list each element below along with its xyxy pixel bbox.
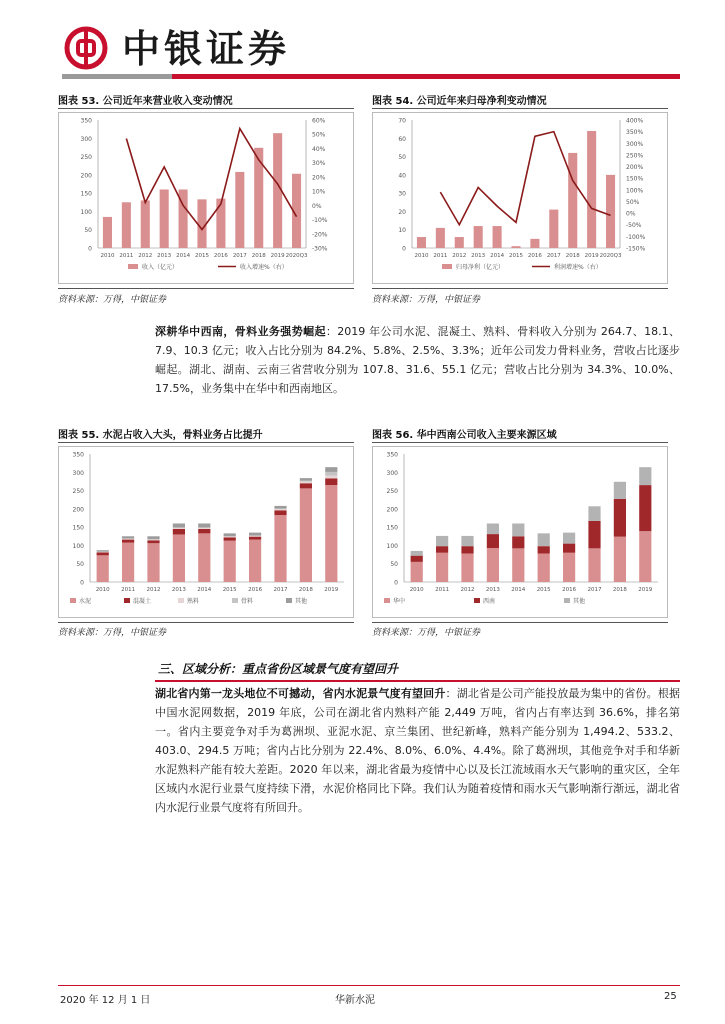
header-rule-red (172, 74, 680, 79)
x-tick-label: 2019 (270, 253, 285, 259)
bar (436, 228, 445, 248)
legend-swatch-bar (442, 264, 452, 269)
stack-segment (147, 536, 159, 539)
legend-label: 收入增速%（右） (240, 264, 288, 271)
stack-segment (538, 546, 550, 553)
x-tick-label: 2018 (298, 587, 313, 593)
stack-segment (224, 537, 236, 540)
y-tick-right: 40% (312, 145, 326, 153)
y-tick-label: 0 (394, 579, 398, 587)
stack-segment (173, 528, 185, 529)
stack-segment (122, 540, 134, 543)
stack-segment (300, 478, 312, 481)
legend-swatch (70, 598, 76, 603)
y-tick-label: 50 (390, 561, 398, 569)
stack-segment (300, 481, 312, 482)
legend-label: 其他 (295, 598, 308, 605)
y-tick-right: 0% (312, 202, 322, 210)
bar (103, 217, 112, 248)
stack-segment (122, 536, 134, 538)
x-tick-label: 2010 (414, 253, 429, 259)
x-tick-label: 2015 (509, 253, 523, 259)
stack-segment (325, 472, 337, 476)
y-tick-right: 0% (626, 210, 636, 218)
stack-segment (97, 555, 109, 582)
figure-54-source: 资料来源：万得，中银证券 (372, 295, 481, 305)
figure-54-bottom-rule (372, 288, 668, 289)
stack-segment (614, 537, 626, 582)
stack-segment (563, 533, 575, 544)
y-tick-right: -10% (312, 217, 328, 225)
bar (493, 226, 502, 248)
y-tick-left: 300 (80, 135, 92, 143)
stack-segment (588, 506, 600, 521)
bar (122, 202, 131, 248)
stack-segment (147, 540, 159, 543)
stack-segment (487, 523, 499, 534)
y-tick-right: 200% (626, 164, 644, 172)
x-tick-label: 2018 (565, 253, 580, 259)
x-tick-label: 2019 (584, 253, 599, 259)
stack-segment (538, 533, 550, 546)
footer-company: 华新水泥 (335, 995, 375, 1006)
bar (549, 210, 558, 248)
y-tick-right: 250% (626, 152, 644, 160)
x-tick-label: 2015 (536, 587, 551, 593)
legend-swatch (124, 598, 130, 603)
y-tick-left: 350 (80, 117, 92, 125)
growth-line (126, 129, 296, 230)
y-tick-right: -100% (626, 233, 646, 241)
y-tick-label: 0 (80, 579, 84, 587)
y-tick-left: 40 (398, 172, 406, 180)
footer-date: 2020 年 12 月 1 日 (60, 995, 151, 1006)
y-tick-left: 250 (80, 154, 92, 162)
y-tick-left: 70 (398, 117, 406, 125)
figure-53-chart (58, 112, 354, 284)
legend-label: 熟料 (187, 598, 200, 605)
x-tick-label: 2018 (251, 253, 266, 259)
figure-56-rule (372, 442, 668, 443)
stack-segment (461, 553, 473, 582)
stack-segment (325, 479, 337, 486)
bar (511, 246, 520, 248)
y-tick-right: 300% (626, 140, 644, 148)
x-tick-label: 2012 (460, 587, 475, 593)
stack-segment (563, 544, 575, 553)
stack-segment (249, 537, 261, 540)
y-tick-label: 100 (386, 542, 398, 550)
figure-55-title: 图表 55. 水泥占收入大头，骨料业务占比提升 (58, 430, 263, 441)
stack-segment (224, 536, 236, 537)
figure-55-rule (58, 442, 354, 443)
stack-segment (411, 562, 423, 582)
stack-segment (224, 533, 236, 536)
stack-segment (224, 541, 236, 582)
stack-segment (436, 546, 448, 553)
legend-label: 西南 (483, 598, 496, 605)
y-tick-right: 30% (312, 160, 326, 168)
x-tick-label: 2010 (95, 587, 110, 593)
y-tick-right: 60% (312, 117, 326, 125)
x-tick-label: 2010 (100, 253, 115, 259)
x-tick-label: 2013 (471, 253, 486, 259)
x-tick-label: 2011 (433, 253, 448, 259)
paragraph-body: ：湖北省是公司产能投放最为集中的省份。根据中国水泥网数据，2019 年底，公司在湖北省内熟料产能 2,449 万吨，省内占有率达到 36.6%，排名第一。省内主要竞争对手为葛洲坝、亚泥水泥、京兰集团、世纪新峰，熟料产能分别为 1,494.2、533.2、403.0、294.5 万吨；省内占比分别为 22.4%、8.0%、6.0%、4.4%。除了葛洲坝，其他竞争对手和华新水泥熟料产能有较大差距。2020 年以来，湖北省最为疫情中心以及长江流域雨水天气影响的重灾区，全年区域内水泥行业景气度持续下滑，水泥价格同比下降。我们认为随着疫情和雨水天气影响渐行渐远，湖北省内水泥行业景气度将有所回升。 (155, 687, 681, 814)
y-tick-right: 10% (312, 188, 326, 196)
stack-segment (325, 476, 337, 479)
y-tick-left: 100 (80, 208, 92, 216)
y-tick-label: 300 (72, 469, 84, 477)
legend-swatch (384, 598, 390, 603)
bar (455, 237, 464, 248)
stack-segment (97, 552, 109, 555)
paragraph-lead: 湖北省内第一龙头地位不可撼动，省内水泥景气度有望回升 (155, 687, 446, 700)
stack-segment (461, 536, 473, 546)
paragraph-east-central-southwest (155, 322, 680, 398)
footer-rule (58, 985, 680, 986)
x-tick-label: 2013 (485, 587, 500, 593)
stack-segment (173, 534, 185, 582)
stack-segment (639, 485, 651, 531)
y-tick-right: -150% (626, 245, 646, 253)
stack-segment (436, 553, 448, 582)
x-tick-label: 2016 (213, 253, 228, 259)
y-tick-label: 350 (72, 451, 84, 459)
stack-segment (411, 556, 423, 562)
y-tick-right: 150% (626, 175, 644, 183)
stack-segment (588, 521, 600, 548)
y-tick-right: 50% (312, 131, 326, 139)
stack-segment (274, 510, 286, 515)
x-tick-label: 2011 (121, 587, 136, 593)
stack-segment (436, 536, 448, 546)
stack-segment (122, 543, 134, 582)
stack-segment (274, 515, 286, 582)
x-tick-label: 2014 (176, 253, 191, 259)
bar (474, 226, 483, 248)
stack-segment (274, 509, 286, 510)
figure-55-chart (58, 446, 354, 618)
brand-name: 中银证券 (122, 27, 291, 71)
stack-segment (198, 533, 210, 582)
x-tick-label: 2014 (197, 587, 212, 593)
stack-segment (173, 523, 185, 527)
bar (417, 237, 426, 248)
x-tick-label: 2017 (273, 587, 288, 593)
y-tick-left: 200 (80, 172, 92, 180)
y-tick-label: 250 (386, 488, 398, 496)
stack-segment (274, 506, 286, 509)
bar (606, 175, 615, 248)
bar (197, 199, 206, 248)
y-tick-left: 0 (88, 245, 92, 253)
legend-swatch (474, 598, 480, 603)
bar (216, 199, 225, 248)
y-tick-right: -50% (626, 222, 642, 230)
legend-label: 利润增速%（右） (554, 264, 602, 271)
y-tick-left: 60 (398, 135, 406, 143)
x-tick-label: 2013 (157, 253, 172, 259)
figure-56-bottom-rule (372, 622, 668, 623)
legend-swatch (564, 598, 570, 603)
y-tick-right: 20% (312, 174, 326, 182)
x-tick-label: 2014 (490, 253, 505, 259)
x-tick-label: 2015 (222, 587, 237, 593)
section-3-rule (155, 680, 680, 682)
y-tick-left: 150 (80, 190, 92, 198)
x-tick-label: 2016 (527, 253, 542, 259)
legend-swatch (232, 598, 238, 603)
stack-segment (512, 523, 524, 536)
stack-segment (512, 548, 524, 582)
stack-segment (97, 552, 109, 553)
bar (141, 200, 150, 248)
figure-53-source: 资料来源：万得，中银证券 (58, 295, 167, 305)
stack-segment (614, 499, 626, 537)
bar (530, 239, 539, 248)
legend-swatch (286, 598, 292, 603)
y-tick-right: 400% (626, 117, 644, 125)
stack-segment (563, 553, 575, 582)
stack-segment (249, 533, 261, 536)
x-tick-label: 2018 (612, 587, 627, 593)
stack-segment (614, 482, 626, 499)
x-tick-label: 2013 (171, 587, 186, 593)
section-3-title: 三、区域分析：重点省份区域景气度有望回升 (158, 662, 399, 676)
stack-segment (325, 467, 337, 472)
page-number: 25 (664, 991, 677, 1002)
x-tick-label: 2020Q3 (599, 253, 622, 259)
y-tick-left: 0 (402, 245, 406, 253)
figure-55-source: 资料来源：万得，中银证券 (58, 628, 167, 638)
stack-segment (300, 483, 312, 488)
x-tick-label: 2017 (546, 253, 561, 259)
x-tick-label: 2019 (324, 587, 339, 593)
stack-segment (325, 485, 337, 582)
figure-53-bottom-rule (58, 288, 354, 289)
y-tick-label: 350 (386, 451, 398, 459)
y-tick-right: -30% (312, 245, 328, 253)
y-tick-label: 150 (72, 524, 84, 532)
x-tick-label: 2012 (452, 253, 467, 259)
legend-label: 混凝土 (133, 598, 152, 605)
y-tick-right: 100% (626, 187, 644, 195)
y-tick-label: 200 (72, 506, 84, 514)
stack-segment (249, 536, 261, 537)
stack-segment (300, 488, 312, 582)
stack-segment (487, 548, 499, 582)
stack-segment (249, 540, 261, 582)
bar (235, 172, 244, 248)
figure-53-rule (58, 108, 354, 109)
legend-swatch-bar (128, 264, 138, 269)
x-tick-label: 2012 (146, 587, 161, 593)
x-tick-label: 2017 (232, 253, 247, 259)
y-tick-label: 100 (72, 542, 84, 550)
y-tick-label: 200 (386, 506, 398, 514)
y-tick-right: 50% (626, 198, 640, 206)
header-rule-grey (62, 74, 172, 79)
x-tick-label: 2017 (587, 587, 602, 593)
x-tick-label: 2019 (638, 587, 653, 593)
paragraph-body: ：2019 年公司水泥、混凝土、熟料、骨料收入分别为 264.7、18.1、7.9、10.3 亿元；收入占比分别为 84.2%、5.8%、2.5%、3.3%；近年公司发力骨料业务，营收占比逐步崛起。湖北、湖南、云南三省营收分别为 107.8、31.6、55.1 亿元；营收占比分别为 34.3%、10.0%、17.5%，业务集中在华中和西南地区。 (155, 325, 681, 395)
figure-54-chart (372, 112, 668, 284)
legend-label: 华中 (393, 598, 406, 605)
stack-segment (512, 536, 524, 548)
stack-segment (639, 531, 651, 582)
legend-label: 归母净利（亿元） (456, 264, 505, 271)
stack-segment (639, 467, 651, 485)
boc-logo-icon (64, 26, 108, 70)
stack-segment (411, 551, 423, 556)
y-tick-left: 50 (84, 227, 92, 235)
y-tick-left: 50 (398, 154, 406, 162)
y-tick-label: 50 (76, 561, 84, 569)
figure-56-chart (372, 446, 668, 618)
x-tick-label: 2014 (511, 587, 526, 593)
stack-segment (198, 523, 210, 527)
stack-segment (198, 528, 210, 529)
y-tick-left: 20 (398, 208, 406, 216)
y-tick-right: -20% (312, 231, 328, 239)
stack-segment (300, 481, 312, 483)
bar (160, 189, 169, 248)
stack-segment (538, 553, 550, 582)
figure-56-source: 资料来源：万得，中银证券 (372, 628, 481, 638)
y-tick-label: 250 (72, 488, 84, 496)
bar (568, 153, 577, 248)
legend-label: 收入（亿元） (142, 264, 179, 271)
stack-segment (122, 538, 134, 539)
growth-line (440, 132, 610, 225)
x-tick-label: 2012 (138, 253, 153, 259)
figure-55-bottom-rule (58, 622, 354, 623)
figure-53-title: 图表 53. 公司近年来营业收入变动情况 (58, 96, 233, 107)
y-tick-left: 10 (398, 227, 406, 235)
legend-swatch (178, 598, 184, 603)
legend-label: 其他 (573, 598, 586, 605)
y-tick-label: 150 (386, 524, 398, 532)
figure-54-rule (372, 108, 668, 109)
x-tick-label: 2011 (435, 587, 450, 593)
x-tick-label: 2015 (195, 253, 209, 259)
paragraph-hubei (155, 684, 680, 817)
stack-segment (97, 550, 109, 551)
figure-54-title: 图表 54. 公司近年来归母净利变动情况 (372, 96, 547, 107)
y-tick-left: 30 (398, 190, 406, 198)
bar (587, 131, 596, 248)
stack-segment (147, 543, 159, 582)
paragraph-lead: 深耕华中西南，骨料业务强势崛起 (155, 325, 326, 338)
legend-label: 水泥 (79, 598, 92, 605)
stack-segment (487, 534, 499, 548)
legend-label: 骨料 (241, 598, 254, 605)
x-tick-label: 2016 (562, 587, 577, 593)
y-tick-label: 300 (386, 469, 398, 477)
x-tick-label: 2016 (248, 587, 263, 593)
stack-segment (147, 539, 159, 540)
figure-56-title: 图表 56. 华中西南公司收入主要来源区域 (372, 430, 557, 441)
y-tick-right: 350% (626, 129, 644, 137)
x-tick-label: 2010 (409, 587, 424, 593)
stack-segment (198, 529, 210, 533)
stack-segment (588, 548, 600, 582)
stack-segment (173, 529, 185, 534)
x-tick-label: 2011 (119, 253, 134, 259)
x-tick-label: 2020Q3 (285, 253, 308, 259)
stack-segment (461, 546, 473, 553)
